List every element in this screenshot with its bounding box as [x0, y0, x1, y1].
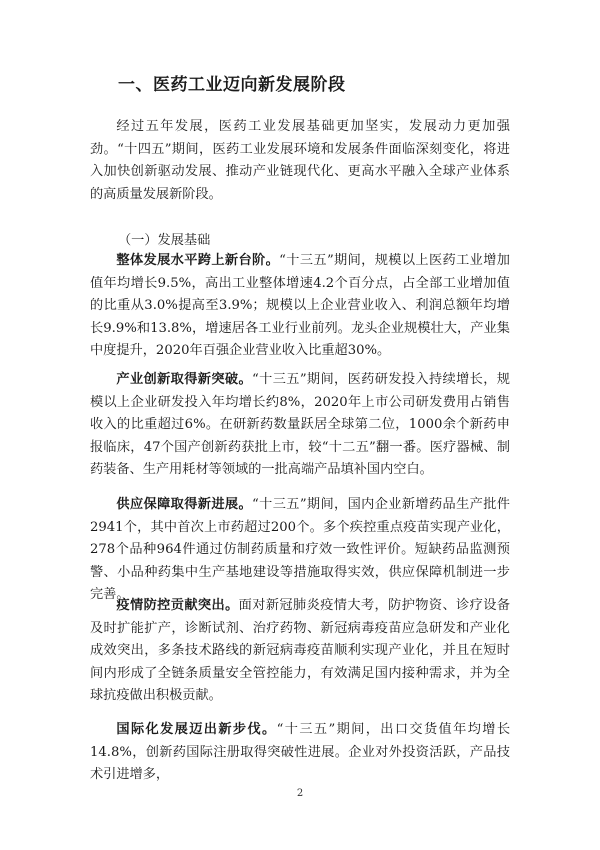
paragraph-innovation	[90, 369, 510, 482]
paragraph-supply	[90, 494, 510, 607]
paragraph-overall-development	[90, 250, 510, 363]
paragraph-epidemic	[90, 595, 510, 708]
paragraph-text: “十三五”期间，医药研发投入持续增长，规模以上企业研发投入年均增长约8%，2020年上市公司研发费用占销售收入的比重超过6%。在研新药数量跃居全球第二位，1000余个新药申报临床，47个国产创新药获批上市，较“十二五”翻一番。医疗器械、制药装备、生产用耗材等领域的一批高端产品填补国内空白。	[90, 372, 510, 478]
paragraph-text: “十三五”期间，国内企业新增药品生产批件2941个，其中首次上市药超过200个。多个疾控重点疫苗实现产业化，278个品种964件通过仿制药质量和疗效一致性评价。短缺药品监测预警、小品种药集中生产基地建设等措施取得实效，供应保障机制进一步完善。	[90, 497, 510, 603]
paragraph-lead: 整体发展水平跨上新台阶。	[116, 253, 280, 268]
paragraph-lead: 疫情防控贡献突出。	[116, 598, 239, 613]
paragraph-lead: 国际化发展迈出新步伐。	[116, 722, 277, 737]
paragraph-text: 面对新冠肺炎疫情大考，防护物资、诊疗设备及时扩能扩产，诊断试剂、治疗药物、新冠病毒疫苗应急研发和产业化成效突出，多条技术路线的新冠病毒疫苗顺利实现产业化，并且在短时间内形成了全链条质量安全管控能力，有效满足国内接种需求，并为全球抗疫做出积极贡献。	[90, 598, 511, 704]
paragraph-text: “十三五”期间，出口交货值年均增长14.8%，创新药国际注册取得突破性进展。企业对外投资活跃，产品技术引进增多，	[90, 722, 511, 783]
section-heading: 一、医药工业迈向新发展阶段	[118, 75, 346, 95]
intro-paragraph: 经过五年发展，医药工业发展基础更加坚实，发展动力更加强劲。“十四五”期间，医药工业发展环境和发展条件面临深刻变化，将进入加快创新驱动发展、推动产业链现代化、更高水平融入全球产业体系的高质量发展新阶段。	[90, 119, 510, 202]
paragraph-lead: 供应保障取得新进展。	[116, 497, 253, 512]
subsection-title: （一）发展基础	[118, 233, 211, 248]
paragraph-lead: 产业创新取得新突破。	[116, 372, 253, 387]
paragraph-internationalization	[90, 719, 510, 787]
paragraph-text: “十三五”期间，规模以上医药工业增加值年均增长9.5%，高出工业整体增速4.2个百分点，占全部工业增加值的比重从3.0%提高至3.9%；规模以上企业营业收入、利润总额年均增长9.9%和13.8%，增速居各工业行业前列。龙头企业规模壮大，产业集中度提升，2020年百强企业营业收入比重超30%。	[90, 253, 510, 359]
page-number: 2	[296, 788, 304, 799]
